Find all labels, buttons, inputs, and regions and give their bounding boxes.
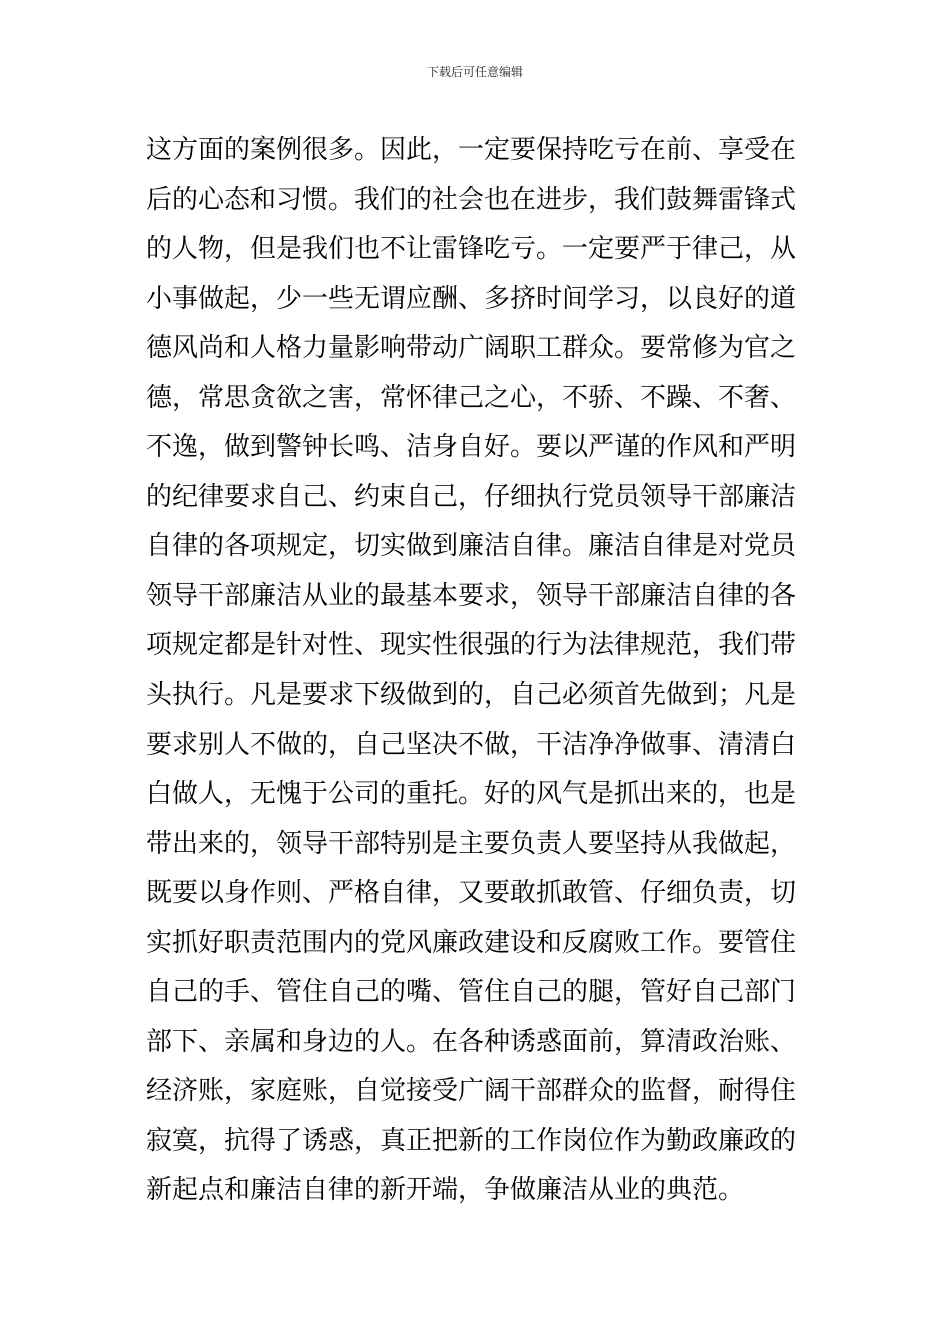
text-line: 领导干部廉洁从业的最基本要求，领导干部廉洁自律的各 bbox=[146, 580, 797, 611]
text-line: 自律的各项规定，切实做到廉洁自律。廉洁自律是对党员 bbox=[146, 531, 797, 562]
text-line: 经济账，家庭账，自觉接受广阔干部群众的监督，耐得住 bbox=[146, 1076, 797, 1107]
text-line: 的人物，但是我们也不让雷锋吃亏。一定要严于律己，从 bbox=[146, 234, 797, 265]
text-line: 实抓好职责范围内的党风廉政建设和反腐败工作。要管住 bbox=[146, 927, 797, 958]
text-line: 小事做起，少一些无谓应酬、多挤时间学习，以良好的道 bbox=[146, 283, 797, 314]
text-line: 德风尚和人格力量影响带动广阔职工群众。要常修为官之 bbox=[146, 333, 797, 364]
text-line: 部下、亲属和身边的人。在各种诱惑面前，算清政治账、 bbox=[146, 1026, 797, 1057]
text-line: 这方面的案例很多。因此，一定要保持吃亏在前、享受在 bbox=[146, 135, 797, 165]
text-line: 新起点和廉洁自律的新开端，争做廉洁从业的典范。 bbox=[146, 1175, 745, 1206]
text-line: 的纪律要求自己、约束自己，仔细执行党员领导干部廉洁 bbox=[146, 481, 797, 512]
text-line: 不逸，做到警钟长鸣、洁身自好。要以严谨的作风和严明 bbox=[146, 432, 797, 463]
text-line: 带出来的，领导干部特别是主要负责人要坚持从我做起， bbox=[146, 828, 797, 859]
text-line: 头执行。凡是要求下级做到的，自己必须首先做到；凡是 bbox=[146, 680, 797, 711]
text-line: 寂寞，抗得了诱惑，真正把新的工作岗位作为勤政廉政的 bbox=[146, 1125, 797, 1156]
text-line: 要求别人不做的，自己坚决不做，干洁净净做事、清清白 bbox=[146, 729, 797, 760]
text-line: 后的心态和习惯。我们的社会也在进步，我们鼓舞雷锋式 bbox=[146, 184, 797, 215]
page-header: 下载后可任意编辑 bbox=[426, 65, 523, 79]
text-line: 德，常思贪欲之害，常怀律己之心，不骄、不躁、不奢、 bbox=[146, 382, 797, 413]
text-line: 项规定都是针对性、现实性很强的行为法律规范，我们带 bbox=[146, 630, 797, 661]
body-paragraph bbox=[146, 126, 811, 1216]
text-line: 白做人，无愧于公司的重托。好的风气是抓出来的，也是 bbox=[146, 779, 797, 810]
text-line: 自己的手、管住自己的嘴、管住自己的腿，管好自己部门 bbox=[146, 977, 797, 1008]
text-line: 既要以身作则、严格自律，又要敢抓敢管、仔细负责，切 bbox=[146, 878, 797, 909]
